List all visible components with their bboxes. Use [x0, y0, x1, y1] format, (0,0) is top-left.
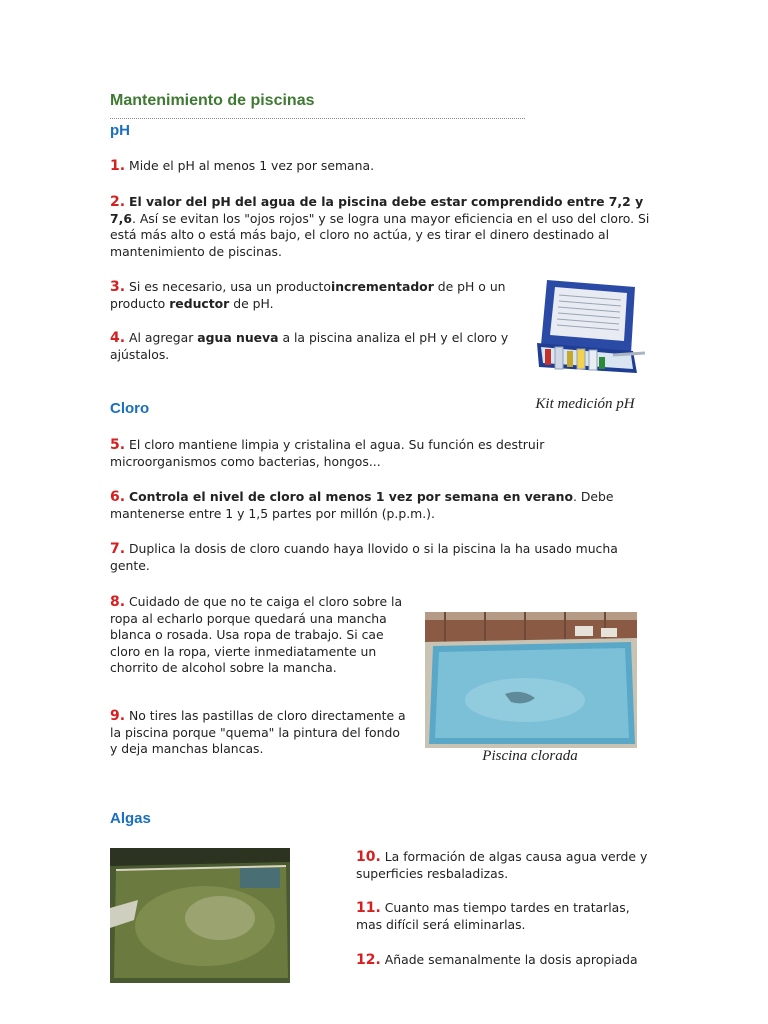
item-text: No tires las pastillas de cloro directamente a la piscina porque "quema" la pintura del fondo y deja manchas blancas. [110, 708, 406, 756]
item-9 [110, 708, 410, 758]
item-text: La formación de algas causa agua verde y superficies resbaladizas. [356, 849, 648, 881]
item-12 [356, 952, 676, 969]
item-8 [110, 594, 410, 677]
item-2 [110, 194, 660, 260]
item-number: 4. [110, 330, 126, 346]
item-text: . Debe mantenerse entre 1 y 1,5 partes por millón (p.p.m.). [110, 489, 614, 521]
page-title: Mantenimiento de piscinas [110, 92, 315, 109]
item-bold-text: reductor [169, 295, 230, 311]
item-text: de pH o un producto [110, 279, 506, 311]
item-4 [110, 330, 520, 363]
item-3 [110, 279, 510, 312]
item-1 [110, 158, 655, 175]
title-divider [110, 118, 525, 119]
algae-pool-image [110, 848, 290, 983]
item-number: 10. [356, 849, 381, 865]
section-heading-ph: pH [110, 122, 130, 139]
ph-kit-image [527, 275, 645, 390]
section-heading-algas: Algas [110, 810, 151, 827]
item-10 [356, 849, 666, 882]
item-11 [356, 900, 656, 933]
item-number: 12. [356, 952, 381, 968]
item-text: Añade semanalmente la dosis apropiada [384, 952, 638, 967]
item-text: . Así se evitan los "ojos rojos" y se logra una mayor eficiencia en el uso del cloro. Si está más alto o está más bajo, el cloro no actúa, y es tirar el dinero destinado al mantenimiento de piscinas. [110, 210, 650, 259]
item-text: a la piscina analiza el pH y el cloro y ajústalos. [110, 330, 509, 362]
item-text: Cuanto mas tiempo tardes en tratarlas, mas difícil será eliminarlas. [356, 900, 630, 932]
item-number: 8. [110, 594, 126, 610]
item-text: de pH. [229, 295, 274, 311]
item-number: 11. [356, 900, 381, 916]
item-number: 7. [110, 541, 126, 557]
item-number: 5. [110, 437, 126, 453]
item-6 [110, 489, 640, 522]
item-text: Mide el pH al menos 1 vez por semana. [129, 158, 375, 173]
item-5 [110, 437, 645, 470]
item-number: 9. [110, 708, 126, 724]
item-number: 3. [110, 279, 126, 295]
chlorinated-pool-image [425, 612, 637, 748]
item-text: Duplica la dosis de cloro cuando haya llovido o si la piscina la ha usado mucha gente. [110, 541, 618, 573]
item-text: El cloro mantiene limpia y cristalina el agua. Su función es destruir microorganismos como bacterias, hongos... [110, 437, 545, 469]
item-text: Cuidado de que no te caiga el cloro sobre la ropa al echarlo porque quedará una mancha blanca o rosada. Usa ropa de trabajo. Si cae cloro en la ropa, vierte inmediatamente un chorrito de alcohol sobre la mancha. [110, 594, 403, 675]
item-bold-text: Controla el nivel de cloro al menos 1 vez por semana en verano [129, 489, 573, 504]
item-number: 1. [110, 158, 126, 174]
item-bold-text: agua nueva [197, 330, 279, 345]
section-heading-cloro: Cloro [110, 400, 150, 417]
item-number: 2. [110, 194, 126, 210]
item-bold-text: El valor del pH del agua de la piscina debe estar comprendido entre 7,2 y 7,6 [110, 194, 644, 226]
item-7 [110, 541, 650, 574]
item-text: Al agregar [129, 330, 198, 345]
item-bold-text: incrementador [330, 279, 434, 294]
item-text: Si es necesario, usa un producto [129, 279, 331, 294]
ph-kit-caption: Kit medición pH [535, 396, 635, 412]
item-number: 6. [110, 489, 126, 505]
pool-caption: Piscina clorada [482, 748, 578, 764]
